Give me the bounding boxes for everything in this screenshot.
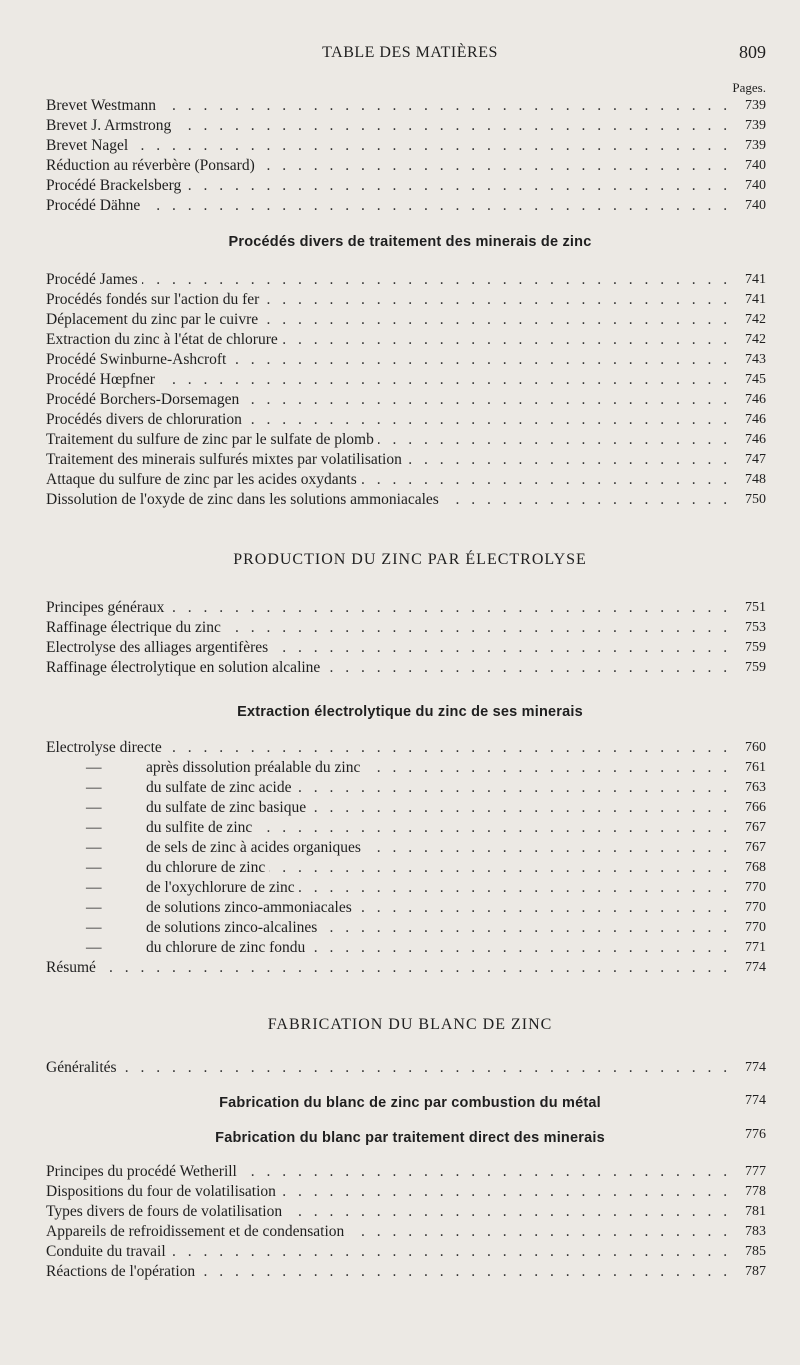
section-heading-extraction: Extraction électrolytique du zinc de ses minerais [237, 704, 583, 720]
pages-column-label: Pages. [732, 80, 766, 95]
toc-entry: . . . Brevet J. Armstrong 739 [46, 116, 766, 136]
toc-entry: . . . Extraction du zinc à l'état de chlorure 742 [46, 330, 766, 350]
toc-entry: . . . — de solutions zinco-alcalines 770 [46, 918, 766, 938]
toc-group-2 [46, 270, 766, 510]
toc-entry: . . . — du chlorure de zinc fondu 771 [46, 938, 766, 958]
toc-entry: . . . Attaque du sulfure de zinc par les acides oxydants 748 [46, 470, 766, 490]
toc-entry: . . . Brevet Westmann 739 [46, 96, 766, 116]
section-page-traitement-direct: 776 [745, 1127, 766, 1142]
toc-entry: . . . Raffinage électrique du zinc 753 [46, 618, 766, 638]
toc-entry: . . . — de solutions zinco-ammoniacales 770 [46, 898, 766, 918]
toc-entry: . . . Principes généraux 751 [46, 598, 766, 618]
toc-entry: . . . — du chlorure de zinc 768 [46, 858, 766, 878]
toc-entry: . . . Raffinage électrolytique en solution alcaline 759 [46, 658, 766, 678]
toc-entry: . . . Appareils de refroidissement et de condensation 783 [46, 1222, 766, 1242]
toc-entry: . . . Traitement du sulfure de zinc par le sulfate de plomb 746 [46, 430, 766, 450]
toc-entry: . . . — du sulfite de zinc 767 [46, 818, 766, 838]
section-heading-electrolyse: PRODUCTION DU ZINC PAR ÉLECTROLYSE [233, 551, 587, 568]
toc-entry: . . . Réactions de l'opération 787 [46, 1262, 766, 1282]
toc-entry: . . . Electrolyse des alliages argentifères 759 [46, 638, 766, 658]
toc-entry: . . . Procédé Swinburne-Ashcroft 743 [46, 350, 766, 370]
toc-entry: . . . — du sulfate de zinc acide 763 [46, 778, 766, 798]
section-heading-divers: Procédés divers de traitement des minerais de zinc [228, 234, 592, 250]
toc-group-1 [46, 96, 766, 216]
section-heading-blanc: FABRICATION DU BLANC DE ZINC [267, 1016, 553, 1033]
toc-entry: . . . Procédé James 741 [46, 270, 766, 290]
toc-entry: . . . Procédé Hœpfner 745 [46, 370, 766, 390]
toc-entry: . . . Procédé Brackelsberg 740 [46, 176, 766, 196]
toc-entry: . . . Généralités 774 [46, 1058, 766, 1078]
toc-entry: . . . Dispositions du four de volatilisation 778 [46, 1182, 766, 1202]
running-header-title: TABLE DES MATIÈRES [322, 44, 498, 61]
toc-entry: . . . Procédé Borchers-Dorsemagen 746 [46, 390, 766, 410]
toc-entry: . . . Electrolyse directe 760 [46, 738, 766, 758]
section-heading-traitement-direct: Fabrication du blanc par traitement direct des minerais [215, 1130, 605, 1146]
toc-group-5 [46, 1058, 766, 1078]
toc-entry: . . . — de sels de zinc à acides organiques 767 [46, 838, 766, 858]
toc-entry: . . . — après dissolution préalable du zinc 761 [46, 758, 766, 778]
section-page-combustion: 774 [745, 1093, 766, 1108]
toc-entry: . . . Procédés fondés sur l'action du fer 741 [46, 290, 766, 310]
toc-entry: . . . Conduite du travail 785 [46, 1242, 766, 1262]
toc-entry: . . . Procédé Dähne 740 [46, 196, 766, 216]
toc-entry: . . . Traitement des minerais sulfurés mixtes par volatilisation 747 [46, 450, 766, 470]
toc-entry: . . . Principes du procédé Wetherill 777 [46, 1162, 766, 1182]
toc-entry: . . . Brevet Nagel 739 [46, 136, 766, 156]
toc-entry: . . . — du sulfate de zinc basique 766 [46, 798, 766, 818]
section-heading-combustion: Fabrication du blanc de zinc par combustion du métal [219, 1095, 601, 1111]
toc-entry: . . . Dissolution de l'oxyde de zinc dans les solutions ammoniacales 750 [46, 490, 766, 510]
toc-entry: . . . Résumé 774 [46, 958, 766, 978]
page-number: 809 [739, 42, 766, 62]
toc-entry: . . . Procédés divers de chloruration 746 [46, 410, 766, 430]
toc-group-3 [46, 598, 766, 678]
toc-entry: . . . Réduction au réverbère (Ponsard) 740 [46, 156, 766, 176]
toc-group-6 [46, 1162, 766, 1282]
toc-entry: . . . Déplacement du zinc par le cuivre 742 [46, 310, 766, 330]
toc-entry: . . . Types divers de fours de volatilisation 781 [46, 1202, 766, 1222]
toc-group-4 [46, 738, 766, 978]
toc-entry: . . . — de l'oxychlorure de zinc 770 [46, 878, 766, 898]
